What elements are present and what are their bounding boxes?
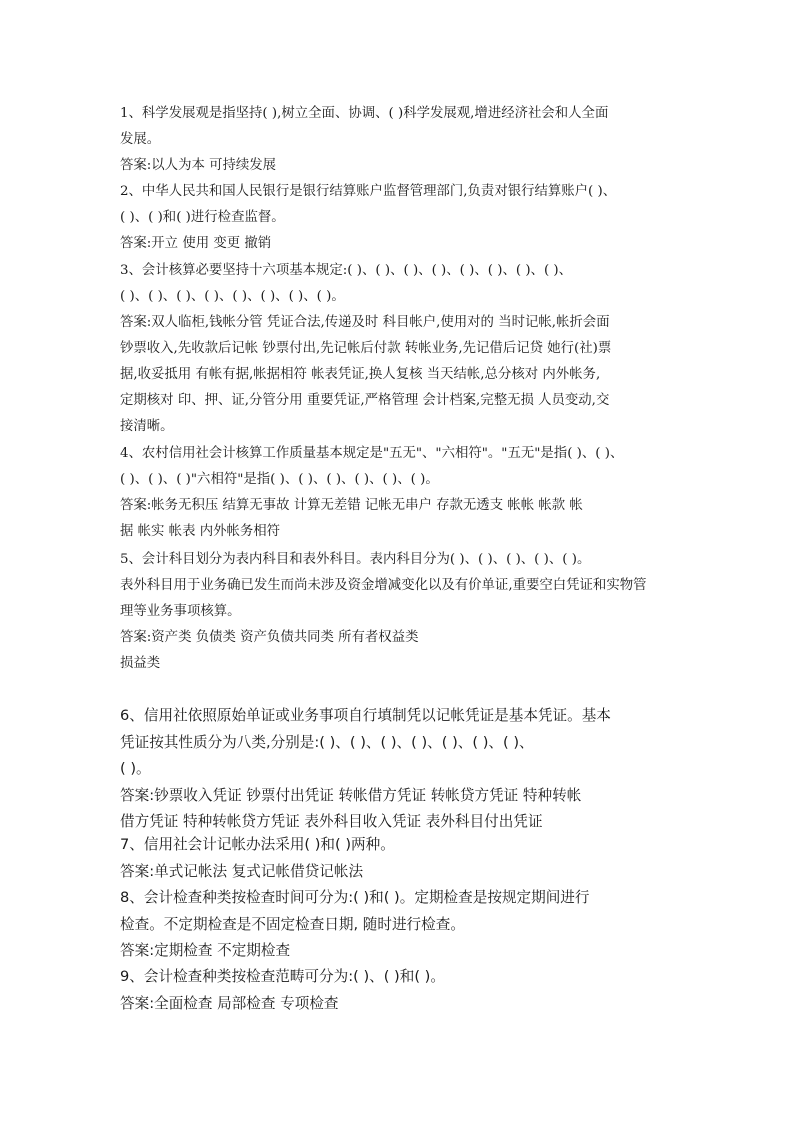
answer-text-line: 接清晰。 — [120, 419, 174, 434]
question-text-line: ( )。 — [120, 760, 151, 777]
answer-text-line: 答案:钞票收入凭证 钞票付出凭证 转帐借方凭证 转帐贷方凭证 特种转帐 — [120, 786, 582, 804]
question-6 — [120, 703, 680, 836]
question-8 — [120, 885, 680, 965]
question-text-line: 理等业务事项核算。 — [120, 604, 241, 619]
answer-text-line: 借方凭证 特种转帐贷方凭证 表外科目收入凭证 表外科目付出凭证 — [120, 813, 543, 830]
question-7 — [120, 832, 680, 885]
answer-text: 答案:以人为本 可持续发展 — [120, 158, 277, 173]
question-text-line: 表外科目用于业务确已发生而尚未涉及资金增减变化以及有价单证,重要空白凭证和实物管 — [120, 578, 647, 593]
question-2 — [120, 179, 680, 257]
answer-text-line: 损益类 — [120, 656, 161, 671]
question-4 — [120, 441, 680, 545]
question-text-line: 发展。 — [120, 132, 161, 147]
answer-text-line: 据 帐实 帐表 内外帐务相符 — [120, 524, 281, 539]
answer-text: 答案:定期检查 不定期检查 — [120, 942, 291, 959]
answer-text-line: 定期核对 印、押、证,分管分用 重要凭证,严格管理 会计档案,完整无损 人员变动,交 — [120, 393, 610, 408]
question-text-line: 2、中华人民共和国人民银行是银行结算账户监督管理部门,负责对银行结算账户( )、 — [120, 184, 617, 199]
question-text-line: 3、会计核算必要坚持十六项基本规定:( )、( )、( )、( )、( )、( )、( )、( )、 — [120, 263, 573, 278]
question-1 — [120, 101, 680, 179]
question-text-line: 5、会计科目划分为表内科目和表外科目。表内科目分为( )、( )、( )、( )、( )。 — [120, 552, 591, 567]
answer-text-line: 据,收妥抵用 有帐有据,帐据相符 帐表凭证,换人复核 当天结帐,总分核对 内外帐务, — [120, 367, 601, 382]
question-5 — [120, 547, 680, 677]
answer-text-line: 答案:双人临柜,钱帐分管 凭证合法,传递及时 科目帐户,使用对的 当时记帐,帐折会面 — [120, 315, 610, 330]
question-text-line: 9、会计检查种类按检查范畴可分为:( )、( )和( )。 — [120, 968, 445, 985]
question-text-line: 8、会计检查种类按检查时间可分为:( )和( )。定期检查是按规定期间进行 — [120, 889, 590, 906]
answer-text-line: 钞票收入,先收款后记帐 钞票付出,先记帐后付款 转帐业务,先记借后记贷 她行(社)票 — [120, 341, 612, 356]
question-text-line: 1、科学发展观是指坚持( ),树立全面、协调、( )科学发展观,增进经济社会和人全面 — [120, 106, 609, 121]
question-text-line: 检查。不定期检查是不固定检查日期, 随时进行检查。 — [120, 915, 465, 933]
question-text-line: ( )、( )和( )进行检查监督。 — [120, 210, 285, 225]
question-text-line: ( )、( )、( )"六相符"是指( )、( )、( )、( )、( )、( )。 — [120, 472, 439, 487]
question-text-line: 6、信用社依照原始单证或业务事项自行填制凭以记帐凭证是基本凭证。基本 — [120, 707, 611, 724]
question-text-line: 7、信用社会计记帐办法采用( )和( )两种。 — [120, 836, 395, 853]
question-3 — [120, 258, 680, 440]
answer-text-line: 答案:资产类 负债类 资产负债共同类 所有者权益类 — [120, 630, 419, 645]
question-text-line: 4、农村信用社会计核算工作质量基本规定是"五无"、"六相符"。"五无"是指( )、( )、 — [120, 446, 624, 461]
answer-text: 答案:全面检查 局部检查 专项检查 — [120, 994, 339, 1012]
question-text-line: 凭证按其性质分为八类,分别是:( )、( )、( )、( )、( )、( )、( )、 — [120, 733, 534, 751]
question-9 — [120, 964, 680, 1017]
answer-text: 答案:开立 使用 变更 撤销 — [120, 236, 272, 251]
answer-text: 答案:单式记帐法 复式记帐借贷记帐法 — [120, 862, 364, 880]
question-text-line: ( )、( )、( )、( )、( )、( )、( )、( )。 — [120, 289, 345, 304]
answer-text-line: 答案:帐务无积压 结算无事故 计算无差错 记帐无串户 存款无透支 帐帐 帐款 帐 — [120, 498, 583, 513]
